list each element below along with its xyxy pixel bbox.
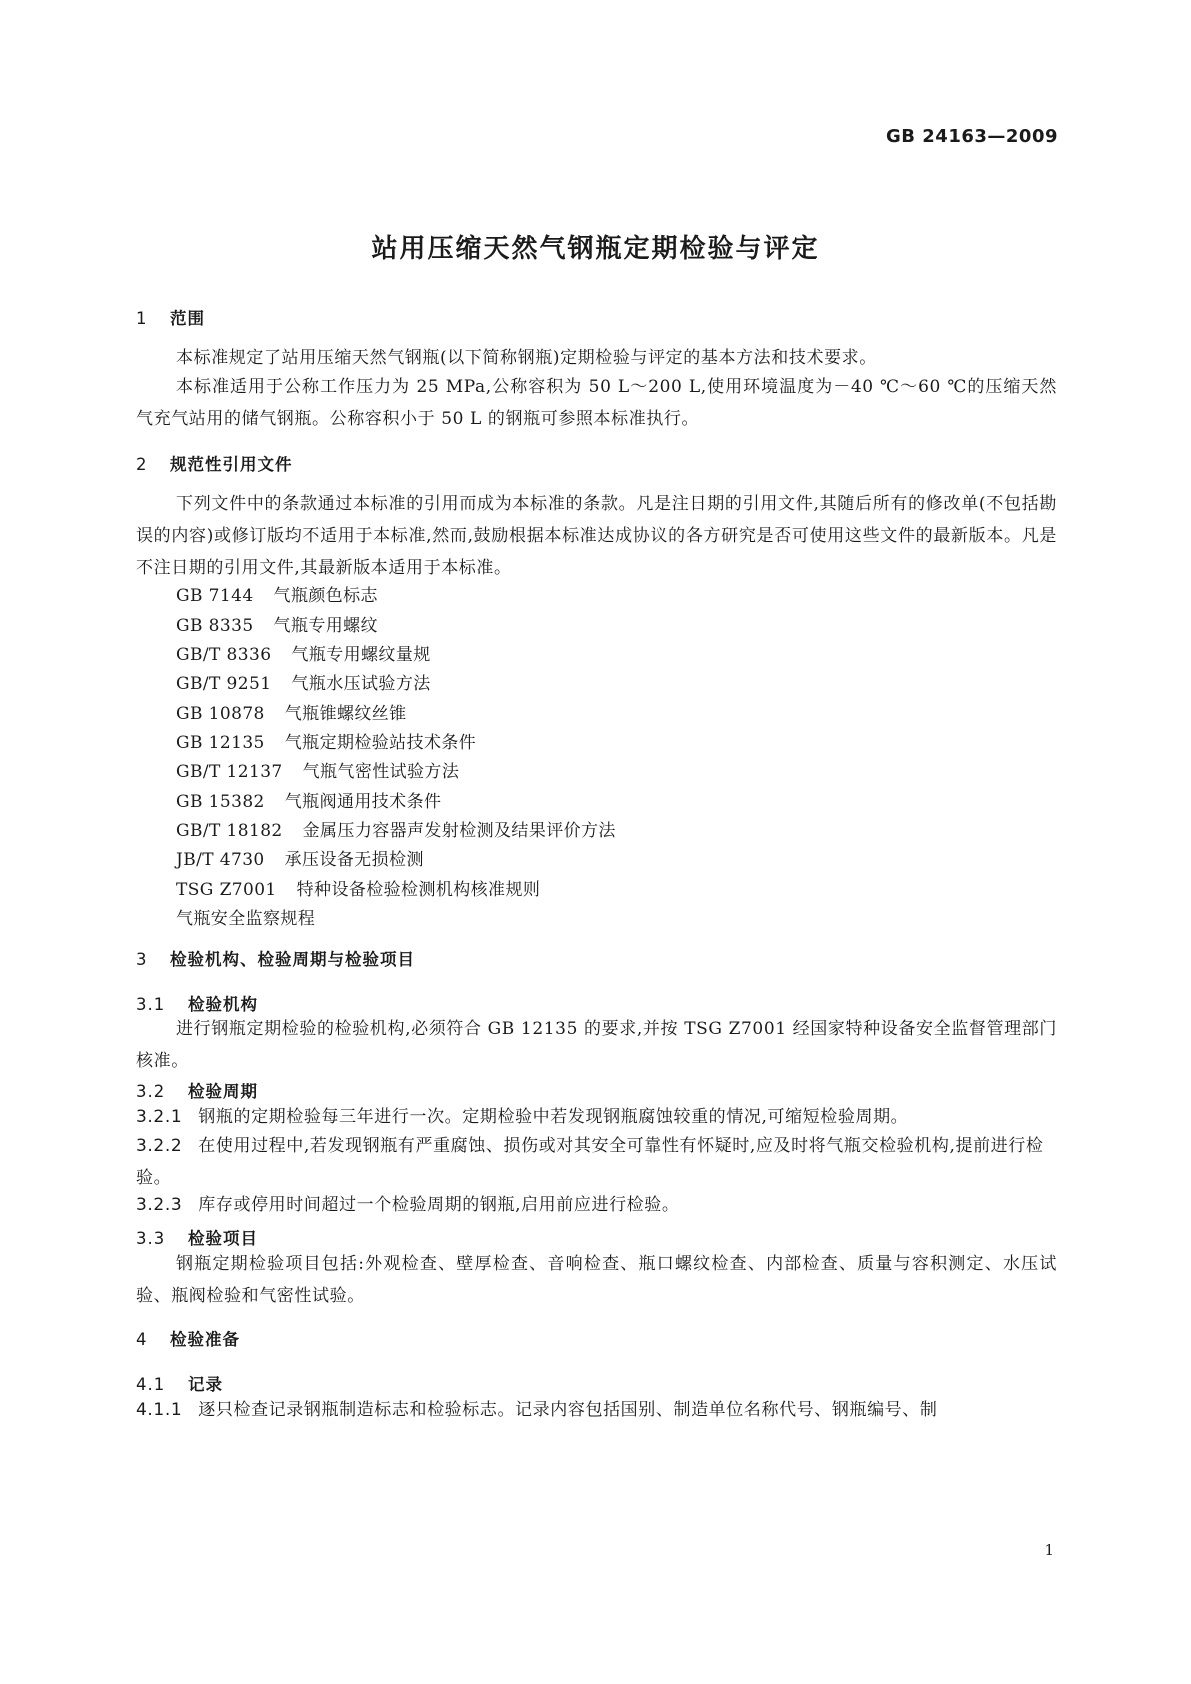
reference-item bbox=[176, 611, 378, 636]
clause-text: 库存或停用时间超过一个检验周期的钢瓶,启用前应进行检验。 bbox=[198, 1195, 680, 1215]
reference-code: GB/T 12137 bbox=[176, 762, 283, 782]
subsection-title: 检验项目 bbox=[188, 1229, 258, 1248]
section-number: 1 bbox=[136, 309, 148, 328]
reference-item bbox=[176, 640, 431, 665]
subsection-title: 检验机构 bbox=[188, 995, 258, 1014]
subsection-title: 检验周期 bbox=[188, 1082, 258, 1101]
page-number: 1 bbox=[1044, 1541, 1054, 1559]
section-1-heading bbox=[136, 305, 205, 329]
subsection-4-1-heading bbox=[136, 1371, 223, 1395]
reference-title: 气瓶水压试验方法 bbox=[291, 674, 431, 694]
clause-3-2-1 bbox=[136, 1101, 1057, 1133]
reference-code: GB/T 18182 bbox=[176, 821, 283, 841]
reference-title: 气瓶阀通用技术条件 bbox=[284, 792, 442, 812]
reference-code: GB 8335 bbox=[176, 616, 254, 636]
reference-title: 气瓶颜色标志 bbox=[273, 586, 378, 606]
reference-title: 气瓶定期检验站技术条件 bbox=[284, 733, 477, 753]
document-title: 站用压缩天然气钢瓶定期检验与评定 bbox=[371, 234, 820, 264]
section-number: 4 bbox=[136, 1330, 148, 1349]
subsection-3-3-text: 钢瓶定期检验项目包括:外观检查、壁厚检查、音响检查、瓶口螺纹检查、内部检查、质量与容积测定、水压试验、瓶阀检验和气密性试验。 bbox=[136, 1254, 1057, 1306]
subsection-number: 3.2 bbox=[136, 1082, 166, 1101]
clause-3-2-2 bbox=[136, 1130, 1057, 1194]
reference-title: 气瓶气密性试验方法 bbox=[302, 762, 460, 782]
reference-item bbox=[176, 875, 540, 900]
subsection-3-3-heading bbox=[136, 1225, 258, 1249]
reference-item bbox=[176, 728, 476, 753]
clause-4-1-1 bbox=[136, 1394, 1057, 1426]
clause-number: 3.2.1 bbox=[136, 1107, 183, 1127]
section-title: 检验准备 bbox=[170, 1330, 240, 1349]
reference-item bbox=[176, 669, 431, 694]
reference-title: 气瓶专用螺纹 bbox=[273, 616, 378, 636]
section-title: 规范性引用文件 bbox=[170, 455, 293, 474]
reference-code: GB 10878 bbox=[176, 704, 265, 724]
clause-text: 在使用过程中,若发现钢瓶有严重腐蚀、损伤或对其安全可靠性有怀疑时,应及时将气瓶交检验机构,提前进行检验。 bbox=[136, 1136, 1044, 1188]
reference-title: 承压设备无损检测 bbox=[284, 850, 424, 870]
section-title: 范围 bbox=[170, 309, 205, 328]
clause-3-2-3 bbox=[136, 1189, 1057, 1221]
standard-code: GB 24163—2009 bbox=[886, 126, 1058, 147]
reference-title: 特种设备检验检测机构核准规则 bbox=[296, 880, 541, 900]
subsection-3-1-text: 进行钢瓶定期检验的检验机构,必须符合 GB 12135 的要求,并按 TSG Z7001 经国家特种设备安全监督管理部门核准。 bbox=[136, 1019, 1057, 1071]
section-2-intro: 下列文件中的条款通过本标准的引用而成为本标准的条款。凡是注日期的引用文件,其随后所有的修改单(不包括勘误的内容)或修订版均不适用于本标准,然而,鼓励根据本标准达成协议的各方研究是否可使用这些文件的最新版本。凡是不注日期的引用文件,其最新版本适用于本标准。 bbox=[136, 494, 1057, 578]
subsection-number: 3.3 bbox=[136, 1229, 166, 1248]
reference-code: GB 15382 bbox=[176, 792, 265, 812]
section-2-heading bbox=[136, 451, 293, 475]
reference-title: 金属压力容器声发射检测及结果评价方法 bbox=[302, 821, 616, 841]
subsection-3-2-heading bbox=[136, 1078, 258, 1102]
reference-item bbox=[176, 757, 459, 782]
subsection-number: 3.1 bbox=[136, 995, 166, 1014]
reference-item bbox=[176, 904, 315, 929]
reference-title: 气瓶安全监察规程 bbox=[176, 909, 316, 929]
section-title: 检验机构、检验周期与检验项目 bbox=[170, 950, 415, 969]
section-4-heading bbox=[136, 1326, 240, 1350]
reference-item bbox=[176, 845, 424, 870]
subsection-3-1-heading bbox=[136, 991, 258, 1015]
reference-title: 气瓶锥螺纹丝锥 bbox=[284, 704, 407, 724]
reference-item bbox=[176, 816, 616, 841]
section-3-heading bbox=[136, 946, 415, 970]
reference-code: JB/T 4730 bbox=[176, 850, 265, 870]
section-number: 3 bbox=[136, 950, 148, 969]
clause-number: 4.1.1 bbox=[136, 1400, 183, 1420]
clause-number: 3.2.2 bbox=[136, 1136, 183, 1156]
clause-text: 逐只检查记录钢瓶制造标志和检验标志。记录内容包括国别、制造单位名称代号、钢瓶编号、制 bbox=[198, 1400, 938, 1420]
reference-item bbox=[176, 581, 378, 606]
reference-code: GB/T 8336 bbox=[176, 645, 272, 665]
reference-code: GB 12135 bbox=[176, 733, 265, 753]
clause-text: 钢瓶的定期检验每三年进行一次。定期检验中若发现钢瓶腐蚀较重的情况,可缩短检验周期。 bbox=[198, 1107, 909, 1127]
subsection-number: 4.1 bbox=[136, 1375, 166, 1394]
reference-item bbox=[176, 699, 407, 724]
reference-title: 气瓶专用螺纹量规 bbox=[291, 645, 431, 665]
clause-number: 3.2.3 bbox=[136, 1195, 183, 1215]
subsection-title: 记录 bbox=[188, 1375, 223, 1394]
section-number: 2 bbox=[136, 455, 148, 474]
section-1-paragraph-1: 本标准规定了站用压缩天然气钢瓶(以下简称钢瓶)定期检验与评定的基本方法和技术要求。 bbox=[176, 348, 877, 368]
reference-item bbox=[176, 787, 441, 812]
reference-code: GB 7144 bbox=[176, 586, 254, 606]
reference-code: TSG Z7001 bbox=[176, 880, 277, 900]
section-1-paragraph-2: 本标准适用于公称工作压力为 25 MPa,公称容积为 50 L～200 L,使用环境温度为－40 ℃～60 ℃的压缩天然气充气站用的储气钢瓶。公称容积小于 50 L 的钢瓶可参照本标准执行。 bbox=[136, 377, 1057, 429]
reference-code: GB/T 9251 bbox=[176, 674, 272, 694]
